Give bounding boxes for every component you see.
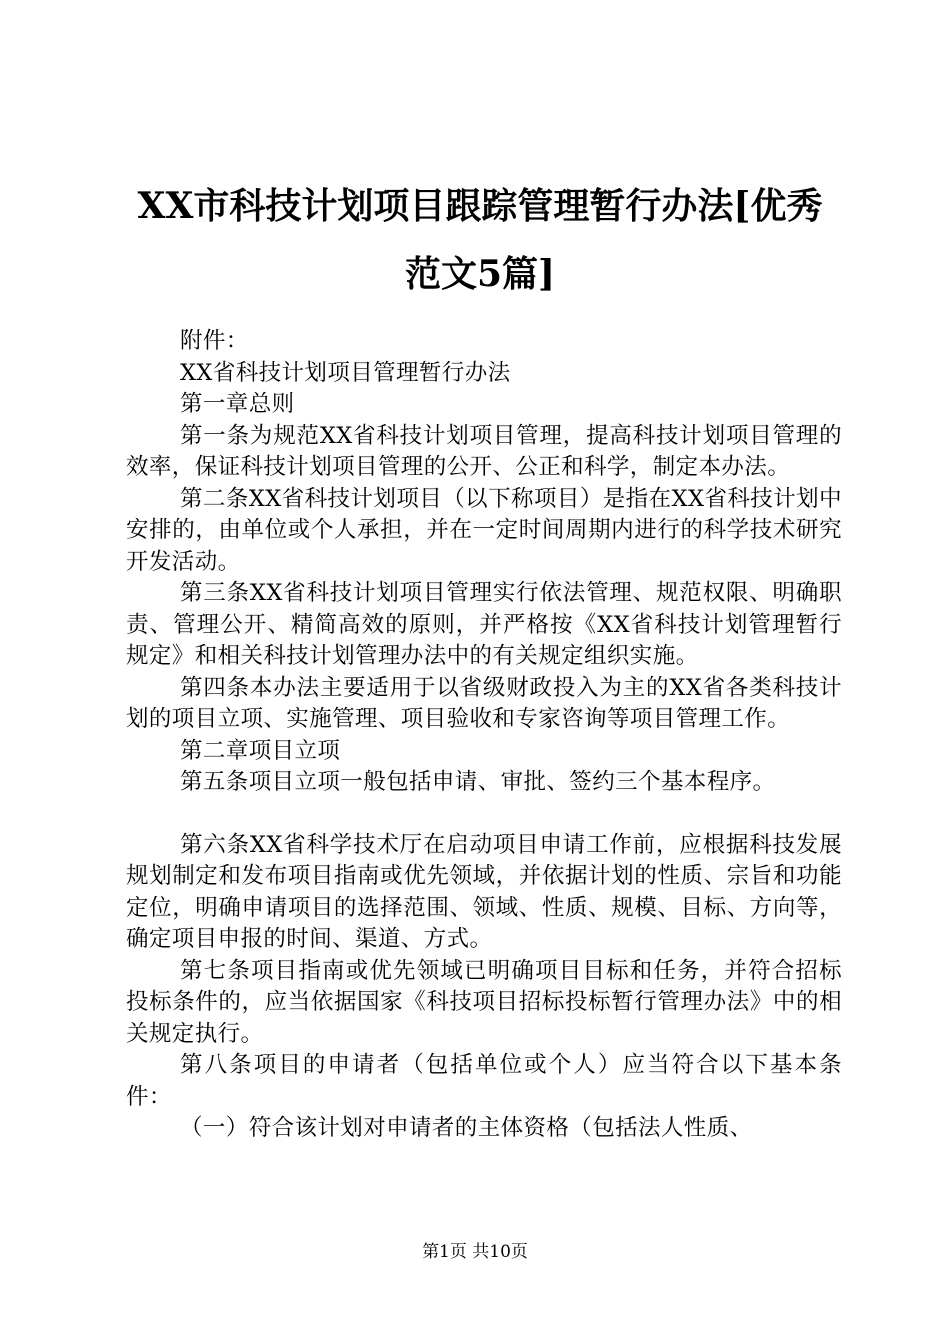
article-paragraph: 第一条为规范XX省科技计划项目管理，提高科技计划项目管理的效率，保证科技计划项目管理的公开、公正和科学，制定本办法。 (126, 422, 842, 480)
page-footer (0, 1241, 950, 1263)
article-paragraph: 第二条XX省科技计划项目（以下称项目）是指在XX省科技计划中安排的，由单位或个人承担，并在一定时间周期内进行的科学技术研究开发活动。 (126, 485, 842, 575)
document-body (126, 326, 842, 1145)
page-number: 第1页 (422, 1242, 467, 1262)
paragraph-gap (126, 799, 842, 830)
article-paragraph: 第六条XX省科学技术厅在启动项目申请工作前，应根据科技发展规划制定和发布项目指南或优先领域，并依据计划的性质、宗旨和功能定位，明确申请项目的选择范围、领域、性质、规模、目标、方向等，确定项目申报的时间、渠道、方式。 (126, 831, 842, 952)
page-total: 共10页 (472, 1242, 528, 1262)
article-paragraph: 第五条项目立项一般包括申请、审批、签约三个基本程序。 (180, 769, 776, 795)
document-title: XX市科技计划项目跟踪管理暂行办法[优秀范文5篇] (137, 185, 823, 295)
article-paragraph: 第三条XX省科技计划项目管理实行依法管理、规范权限、明确职责、管理公开、精简高效的原则，并严格按《XX省科技计划管理暂行规定》和相关科技计划管理办法中的有关规定组织实施。 (126, 580, 842, 669)
article-paragraph: 第八条项目的申请者（包括单位或个人）应当符合以下基本条件： (126, 1052, 842, 1110)
chapter-heading: 第二章项目立项 (180, 737, 341, 764)
article-paragraph: 第七条项目指南或优先领域已明确项目目标和任务，并符合招标投标条件的，应当依据国家《科技项目招标投标暂行管理办法》中的相关规定执行。 (126, 957, 842, 1047)
list-item-paragraph: （一）符合该计划对申请者的主体资格（包括法人性质、 (180, 1115, 753, 1141)
article-paragraph: 第四条本办法主要适用于以省级财政投入为主的XX省各类科技计划的项目立项、实施管理、项目验收和专家咨询等项目管理工作。 (126, 674, 842, 732)
chapter-heading: 第一章总则 (180, 391, 295, 417)
paragraph-subtitle: XX省科技计划项目管理暂行办法 (180, 359, 511, 386)
paragraph-attachment: 附件： (180, 328, 249, 354)
